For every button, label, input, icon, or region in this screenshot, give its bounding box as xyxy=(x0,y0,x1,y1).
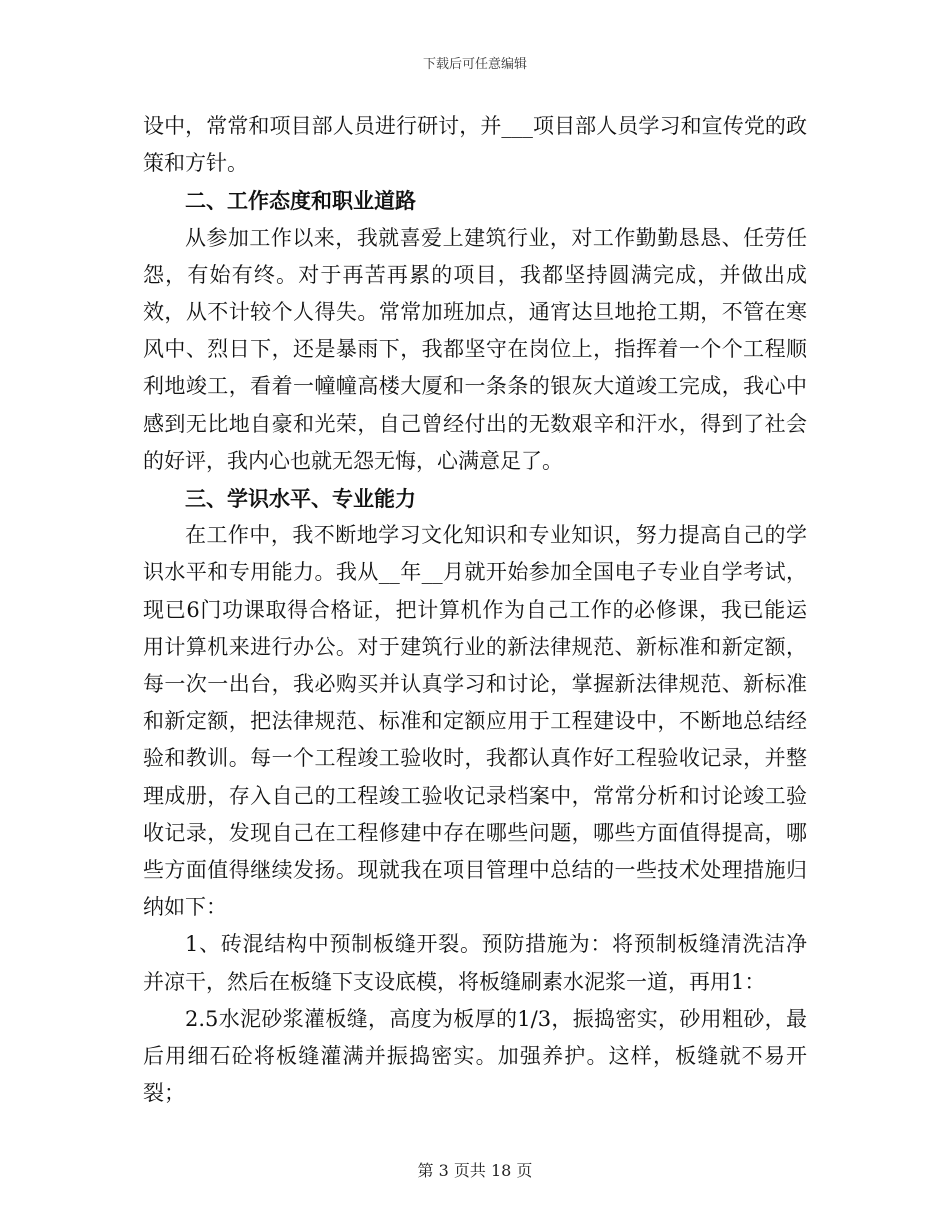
page-header: 下载后可任意编辑 xyxy=(422,57,527,72)
paragraph-continuation: 设中，常常和项目部人员进行研讨，并___项目部人员学习和宣传党的政策和方针。 xyxy=(143,114,807,176)
paragraph-professional-ability: 在工作中，我不断地学习文化知识和专业知识，努力提高自己的学识水平和专用能力。我从__年__月就开始参加全国电子专业自学考试，现已6门功课取得合格证，把计算机作为自己工作的必修课，我已能运用计算机来进行办公。对于建筑行业的新法律规范、新标准和新定额，每一次一出台，我必购买并认真学习和讨论，掌握新法律规范、新标准和新定额，把法律规范、标准和定额应用于工程建设中，不断地总结经验和教训。每一个工程竣工验收时，我都认真作好工程验收记录，并整理成册，存入自己的工程竣工验收记录档案中，常常分析和讨论竣工验收记录，发现自己在工程修建中存在哪些问题，哪些方面值得提高，哪些方面值得继续发扬。现就我在项目管理中总结的一些技术处理措施归纳如下： xyxy=(143,523,807,920)
section-heading-work-attitude: 二、工作态度和职业道路 xyxy=(185,188,416,214)
paragraph-measure-1-continued: 2.5水泥砂浆灌板缝，高度为板厚的1/3，振捣密实，砂用粗砂，最后用细石砼将板缝灌满并振捣密实。加强养护。这样，板缝就不易开裂； xyxy=(143,1006,807,1106)
document-body xyxy=(143,108,807,1112)
paragraph-measure-1: 1、砖混结构中预制板缝开裂。预防措施为：将预制板缝清洗洁净并凉干，然后在板缝下支设底模，将板缝刷素水泥浆一道，再用1： xyxy=(143,932,807,994)
section-heading-professional-ability: 三、学识水平、专业能力 xyxy=(185,486,416,512)
paragraph-work-attitude: 从参加工作以来，我就喜爱上建筑行业，对工作勤勤恳恳、任劳任怨，有始有终。对于再苦再累的项目，我都坚持圆满完成，并做出成效，从不计较个人得失。常常加班加点，通宵达旦地抢工期，不管在寒风中、烈日下，还是暴雨下，我都坚守在岗位上，指挥着一个个工程顺利地竣工，看着一幢幢高楼大厦和一条条的银灰大道竣工完成，我心中感到无比地自豪和光荣，自己曾经付出的无数艰辛和汗水，得到了社会的好评，我内心也就无怨无悔，心满意足了。 xyxy=(143,225,807,473)
page-number-footer: 第 3 页共 18 页 xyxy=(417,1161,533,1180)
